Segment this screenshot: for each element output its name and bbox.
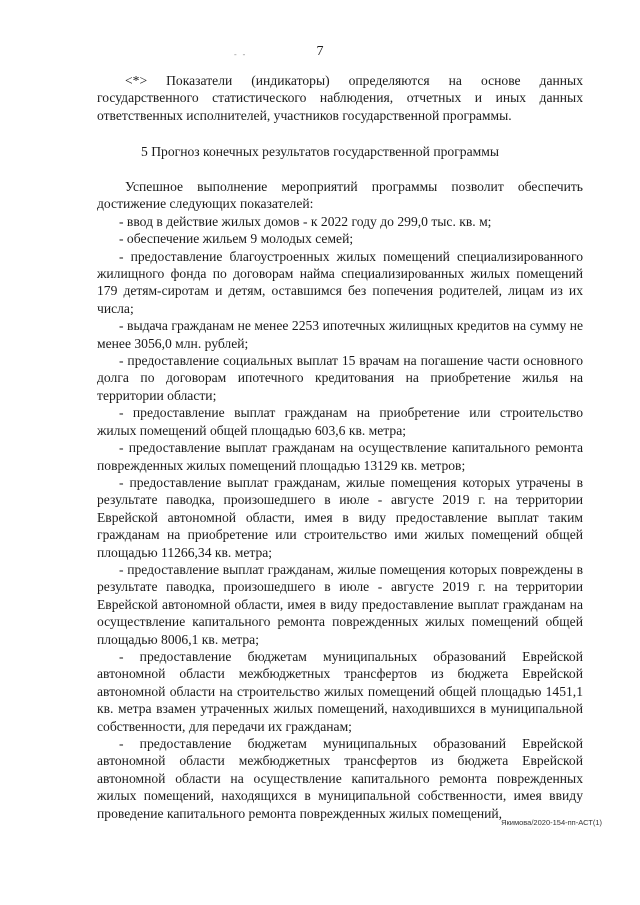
- list-item: - предоставление выплат гражданам на приобретение или строительство жилых помещений общей площадью 603,6 кв. метра;: [97, 405, 583, 438]
- list-item: - предоставление бюджетам муниципальных образований Еврейской автономной области межбюджетных трансфертов из бюджета Еврейской автономной области на осуществление капитального ремонта поврежденных жилых помещений, находящихся в муниципальной собственности, имея ввиду проведение капитального ремонта поврежденных жилых помещений,: [97, 736, 583, 821]
- top-mark: - -: [234, 50, 248, 59]
- list-item: - ввод в действие жилых домов - к 2022 году до 299,0 тыс. кв. м;: [119, 213, 492, 229]
- list-item: - предоставление выплат гражданам на осуществление капитального ремонта поврежденных жилых помещений площадью 13129 кв. метров;: [97, 440, 583, 473]
- footnote-text: <*> Показатели (индикаторы) определяются на основе данных государственного статистического наблюдения, отчетных и иных данных ответственных исполнителей, участников государственной программы.: [97, 73, 583, 123]
- list-item: - предоставление выплат гражданам, жилые помещения которых повреждены в результате паводка, произошедшего в июле - августе 2019 г. на территории Еврейской автономной области, имея в виду предоставление выплат гражданам на осуществление капитального ремонта поврежденных жилых помещений общей площадью 8006,1 кв. метра;: [97, 561, 583, 647]
- page-number: 7: [316, 44, 324, 59]
- intro-paragraph: Успешное выполнение мероприятий программы позволит обеспечить достижение следующих показателей:: [97, 179, 583, 212]
- document-code: Якимова/2020-154-пп-АСТ(1): [501, 818, 602, 827]
- list-item: - обеспечение жильем 9 молодых семей;: [119, 231, 354, 247]
- list-item: - предоставление выплат гражданам, жилые помещения которых утрачены в результате паводка, произошедшего в июле - августе 2019 г. на территории Еврейской автономной области, имея в виду предоставление выплат таким гражданам на приобретение или строительство ими жилых помещений общей площадью 11266,34 кв. метра;: [97, 474, 583, 560]
- section-title: 5 Прогноз конечных результатов государственной программы: [141, 144, 499, 159]
- section-body: [97, 178, 583, 822]
- list-item: - предоставление бюджетам муниципальных образований Еврейской автономной области межбюджетных трансфертов из бюджета Еврейской автономной области на строительство жилых помещений общей площадью 1451,1 кв. метра взамен утраченных жилых помещений, находившихся в муниципальной собственности, для передачи их гражданам;: [97, 648, 583, 734]
- list-item: - выдача гражданам не менее 2253 ипотечных жилищных кредитов на сумму не менее 3056,0 млн. рублей;: [97, 318, 583, 351]
- list-item: - предоставление благоустроенных жилых помещений специализированного жилищного фонда по договорам найма специализированных жилых помещений 179 детям-сиротам и детям, оставшимся без попечения родителей, лицам из их числа;: [97, 248, 583, 316]
- list-item: - предоставление социальных выплат 15 врачам на погашение части основного долга по договорам ипотечного кредитования на приобретение жилья на территории области;: [97, 353, 583, 403]
- footnote: [97, 72, 583, 124]
